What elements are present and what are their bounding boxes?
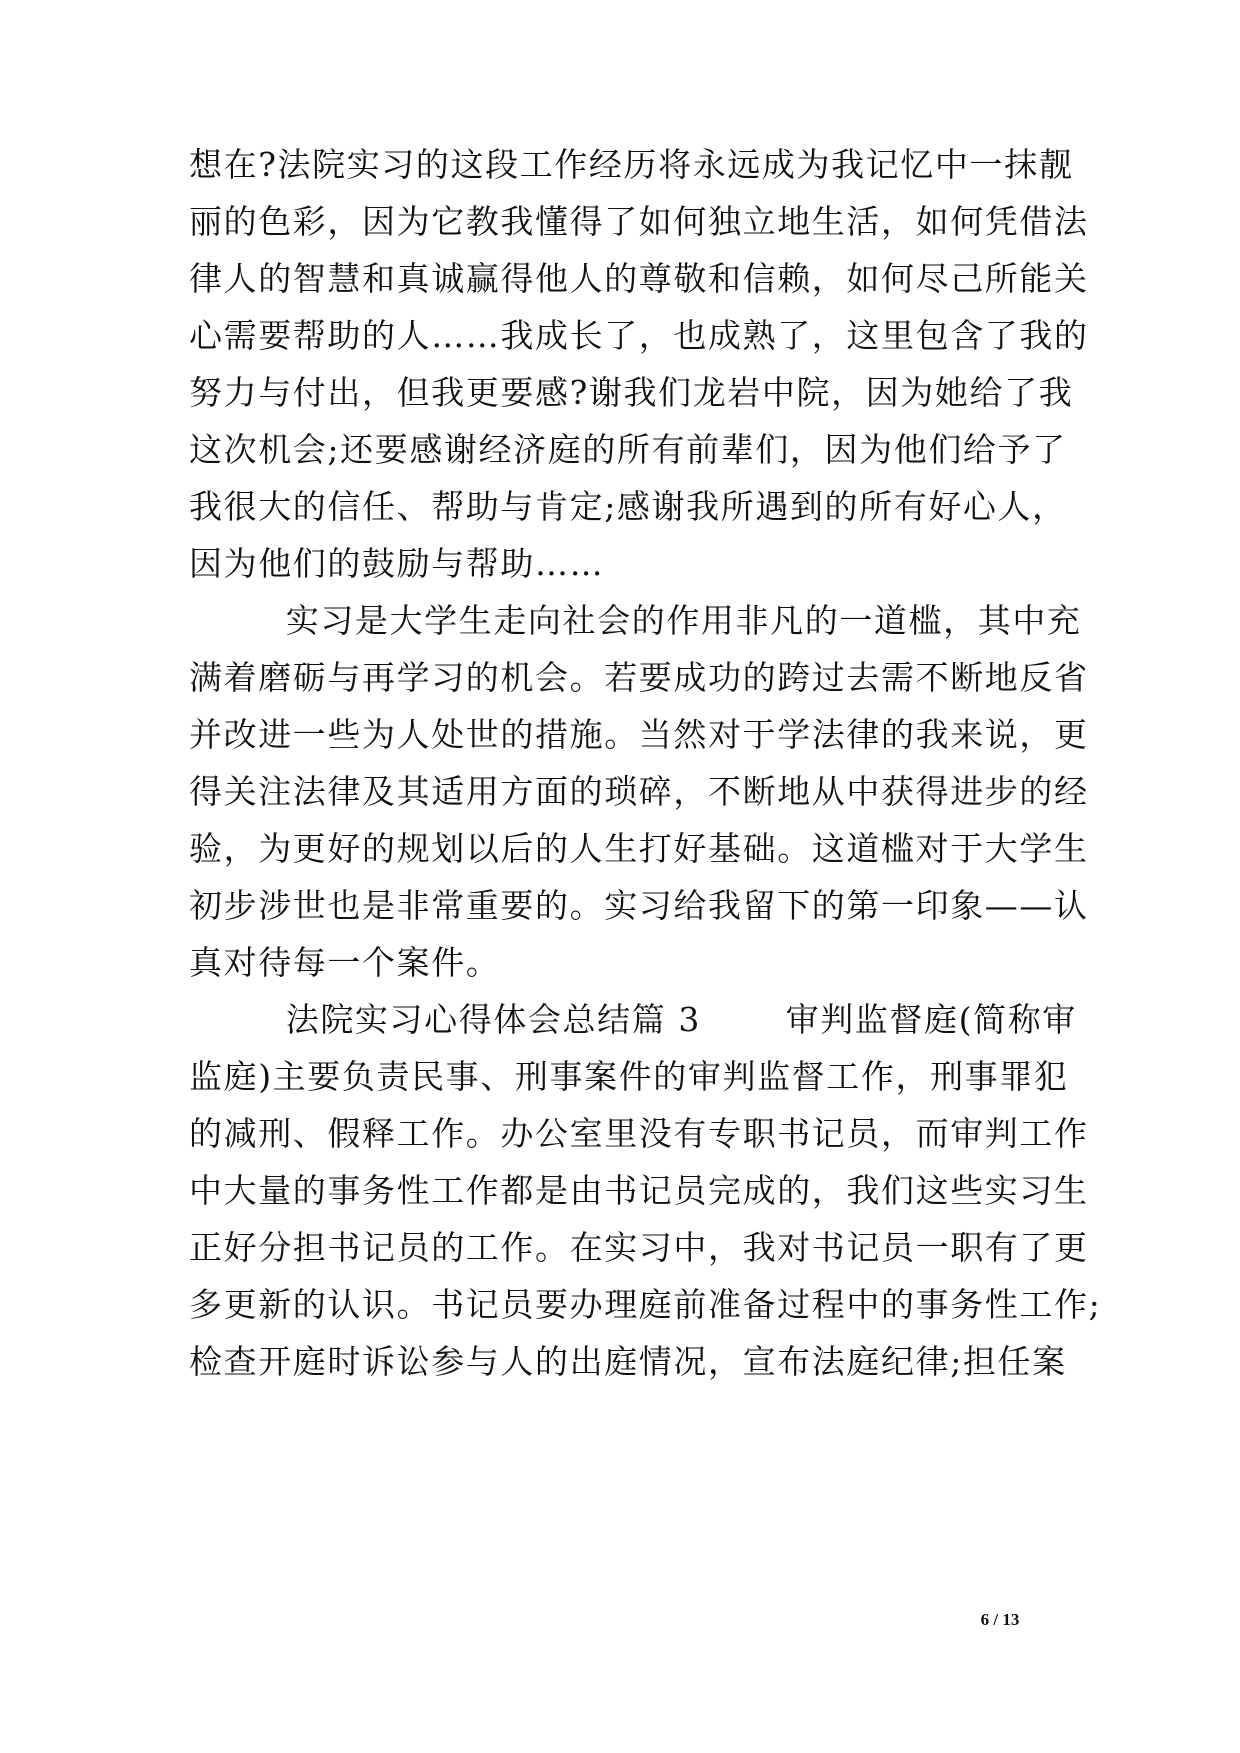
text-line: 努力与付出，但我更要感?谢我们龙岩中院，因为她给了我 (189, 373, 1074, 412)
text-line: 真对待每一个案件。 (189, 943, 501, 982)
text-line: 检查开庭时诉讼参与人的出庭情况，宣布法庭纪律;担任案 (189, 1342, 1067, 1381)
text-line: 正好分担书记员的工作。在实习中，我对书记员一职有了更 (189, 1228, 1089, 1267)
text-line: 因为他们的鼓励与帮助…… (189, 544, 605, 583)
text-line: 多更新的认识。书记员要办理庭前准备过程中的事务性工作; (189, 1285, 1102, 1324)
text-line: 的减刑、假释工作。办公室里没有专职书记员，而审判工作 (189, 1114, 1089, 1153)
text-line: 我很大的信任、帮助与肯定;感谢我所遇到的所有好心人， (189, 487, 1067, 526)
page-number: 6 / 13 (980, 1610, 1020, 1629)
text-line: 初步涉世也是非常重要的。实习给我留下的第一印象——认 (189, 886, 1089, 925)
text-line: 满着磨砺与再学习的机会。若要成功的跨过去需不断地反省 (189, 658, 1089, 697)
text-line: 监庭)主要负责民事、刑事案件的审判监督工作，刑事罪犯 (189, 1057, 1069, 1096)
text-line: 心需要帮助的人……我成长了，也成熟了，这里包含了我的 (189, 316, 1089, 355)
text-line: 并改进一些为人处世的措施。当然对于学法律的我来说，更 (189, 715, 1089, 754)
text-line: 得关注法律及其适用方面的琐碎，不断地从中获得进步的经 (189, 772, 1089, 811)
text-line: 实习是大学生走向社会的作用非凡的一道槛，其中充 (189, 601, 1082, 640)
text-line: 丽的色彩，因为它教我懂得了如何独立地生活，如何凭借法 (189, 202, 1089, 241)
text-line: 法院实习心得体会总结篇 3 审判监督庭(简称审 (189, 1000, 1077, 1039)
text-line: 验，为更好的规划以后的人生打好基础。这道槛对于大学生 (189, 829, 1089, 868)
text-line: 这次机会;还要感谢经济庭的所有前辈们，因为他们给予了 (189, 430, 1067, 469)
text-line: 想在?法院实习的这段工作经历将永远成为我记忆中一抹靓 (189, 145, 1074, 184)
text-line: 中大量的事务性工作都是由书记员完成的，我们这些实习生 (189, 1171, 1089, 1210)
text-line: 律人的智慧和真诚赢得他人的尊敬和信赖，如何尽己所能关 (189, 259, 1089, 298)
